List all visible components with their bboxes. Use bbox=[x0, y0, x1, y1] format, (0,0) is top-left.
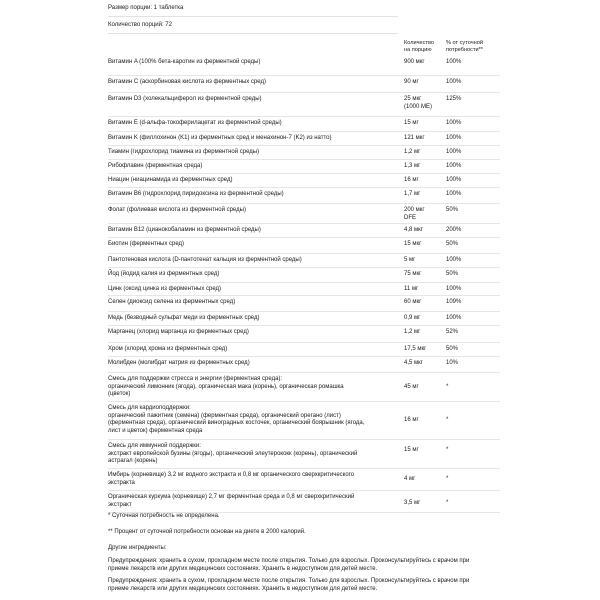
nutrient-amount: 121 мкг bbox=[404, 135, 425, 141]
nutrient-amount: 1,2 мг bbox=[404, 149, 421, 155]
nutrient-name: Хром (хлорид хрома из ферментных сред) bbox=[108, 346, 228, 352]
nutrient-amount: 4 мг bbox=[404, 476, 416, 482]
nutrient-name: Медь (безводный сульфат меди из ферментных сред) bbox=[108, 315, 260, 321]
nutrient-name: Витамин E (d-альфа-токоферилацетат из ферментной среды) bbox=[108, 120, 282, 126]
nutrient-amount: 11 мг bbox=[404, 286, 419, 292]
nutrient-name: Биотин (ферментных сред) bbox=[108, 241, 185, 247]
nutrient-amount: 5 мг bbox=[404, 257, 416, 263]
nutrient-name: Рибофлавин (ферментная среда) bbox=[108, 163, 203, 169]
table-row bbox=[108, 76, 500, 93]
nutrient-amount: 3,5 мг bbox=[404, 500, 421, 506]
nutrient-daily-value: * bbox=[446, 476, 449, 482]
table-row bbox=[108, 343, 500, 357]
nutrient-table bbox=[108, 56, 500, 513]
nutrient-daily-value: 100% bbox=[446, 286, 462, 292]
table-row bbox=[108, 283, 500, 296]
nutrient-daily-value: 100% bbox=[446, 177, 462, 183]
nutrient-daily-value: 100% bbox=[446, 149, 462, 155]
nutrient-name: Йод (йодид калия из ферментных сред) bbox=[108, 271, 220, 277]
nutrient-amount: 1,7 мг bbox=[404, 191, 421, 197]
amount-header-text: Количество на порцию bbox=[404, 40, 435, 53]
nutrient-daily-value: 50% bbox=[446, 346, 459, 352]
nutrient-amount: 45 мг bbox=[404, 384, 419, 390]
table-row bbox=[108, 56, 500, 76]
nutrient-name: Пантотеновая кислота (D-пантотенат кальция из ферментной среды) bbox=[108, 257, 302, 263]
nutrient-amount: 4,5 мкг bbox=[404, 360, 423, 366]
nutrient-amount: 15 мкг bbox=[404, 241, 422, 247]
table-row bbox=[108, 312, 500, 326]
table-row bbox=[108, 268, 500, 283]
nutrient-daily-value: 200% bbox=[446, 227, 462, 233]
nutrient-amount: 1,2 мг bbox=[404, 329, 421, 335]
table-row bbox=[108, 238, 500, 254]
nutrient-name: Витамин A (100% бета-каротин из ферментной среды) bbox=[108, 59, 261, 65]
table-row bbox=[108, 160, 500, 174]
nutrient-daily-value: * bbox=[446, 447, 449, 453]
nutrient-amount: 60 мкг bbox=[404, 299, 422, 305]
nutrient-daily-value: * bbox=[446, 384, 449, 390]
table-row bbox=[108, 402, 500, 440]
nutrient-name: Смесь для кардиоподдержки: органический пажитник (семена) (ферментная среда), органический орегано (лист) (ферментная среда), органический виноградных косточек, органический боярышник (ягода, лист и цветок) ферментная среда bbox=[108, 405, 365, 434]
daily-value-header-text: % от суточной потребности** bbox=[446, 40, 483, 53]
table-row bbox=[108, 117, 500, 132]
nutrient-amount: 900 мкг bbox=[404, 59, 425, 65]
table-row bbox=[108, 373, 500, 402]
nutrient-daily-value: 50% bbox=[446, 241, 459, 247]
nutrient-daily-value: 100% bbox=[446, 59, 462, 65]
nutrient-daily-value: 50% bbox=[446, 207, 459, 213]
nutrient-name: Витамин D3 (холекальциферол из ферментной среды) bbox=[108, 96, 262, 102]
nutrient-amount: 90 мг bbox=[404, 79, 419, 85]
warning-text: Предупреждения: хранить в сухом, прохладном месте после открытия. Только для взрослых. Проконсультируйтесь с врачом при приеме лекарств или других медицинских состояниях. Хранить в недоступном для детей месте. bbox=[108, 558, 470, 573]
nutrient-amount: 200 мкг DFE bbox=[404, 207, 425, 221]
nutrient-daily-value: 52% bbox=[446, 329, 459, 335]
nutrient-daily-value: * bbox=[446, 417, 449, 423]
nutrient-name: Цинк (оксид цинка из ферментных сред) bbox=[108, 286, 222, 292]
table-row bbox=[108, 204, 500, 224]
other-ingredients-label: Другие ингредиенты: bbox=[108, 545, 167, 551]
nutrient-daily-value: 10% bbox=[446, 360, 459, 366]
nutrient-amount: 75 мкг bbox=[404, 271, 422, 277]
nutrient-amount: 15 мг bbox=[404, 120, 419, 126]
nutrient-amount: 1,3 мг bbox=[404, 163, 421, 169]
table-row bbox=[108, 224, 500, 238]
table-row bbox=[108, 174, 500, 188]
nutrient-amount: 4,8 мкг bbox=[404, 227, 423, 233]
table-row bbox=[108, 188, 500, 204]
nutrient-daily-value: 125% bbox=[446, 96, 462, 102]
table-row bbox=[108, 440, 500, 469]
nutrient-name: Тиамин (гидрохлорид тиамина из ферментной среды) bbox=[108, 149, 260, 155]
table-row bbox=[108, 254, 500, 268]
amount-per-serving-header bbox=[404, 40, 446, 54]
nutrient-amount: 0,9 мг bbox=[404, 315, 421, 321]
nutrient-amount: 16 мг bbox=[404, 417, 419, 423]
nutrient-amount: 17,5 мкг bbox=[404, 346, 427, 352]
footnote-dv-basis: ** Процент от суточной потребности основан на диете в 2000 калорий. bbox=[108, 529, 306, 535]
nutrient-name: Смесь для иммунной поддержки: экстракт европейской бузины (ягоды), органический элеутерококк (корень), органический астрагал (корень) bbox=[108, 443, 358, 464]
nutrient-daily-value: * bbox=[446, 500, 449, 506]
nutrient-daily-value: 100% bbox=[446, 79, 462, 85]
nutrient-amount: 16 мг bbox=[404, 177, 419, 183]
daily-value-header bbox=[446, 40, 496, 54]
nutrient-daily-value: 50% bbox=[446, 271, 459, 277]
nutrient-amount: 15 мг bbox=[404, 447, 419, 453]
nutrient-daily-value: 100% bbox=[446, 135, 462, 141]
nutrient-name: Витамин B12 (цианокобаламин из ферментной среды) bbox=[108, 227, 261, 233]
nutrient-name: Витамин K (филлохинон (K1) из ферментных сред и менахинон-7 (K2) из натто) bbox=[108, 135, 332, 141]
table-row bbox=[108, 146, 500, 160]
servings-per-container: Количество порций: 72 bbox=[108, 22, 398, 34]
nutrient-name: Ниацин (ниацинамида из ферментных сред) bbox=[108, 177, 233, 183]
table-row bbox=[108, 491, 500, 513]
nutrient-name: Марганец (хлорид марганца из ферментных сред) bbox=[108, 329, 249, 335]
nutrient-daily-value: 109% bbox=[446, 299, 462, 305]
table-row bbox=[108, 93, 500, 117]
table-row bbox=[108, 296, 500, 312]
nutrient-daily-value: 100% bbox=[446, 315, 462, 321]
nutrient-name: Смесь для поддержки стресса и энергии (ферментная среда): органический лимонник (ягода), органическая мака (корень), органическая ромашка (цветок) bbox=[108, 376, 344, 397]
nutrient-daily-value: 100% bbox=[446, 191, 462, 197]
table-row bbox=[108, 469, 500, 491]
footnote-not-established: * Суточная потребность не определена. bbox=[108, 513, 220, 519]
nutrient-name: Фолат (фолиевая кислота из ферментной среды) bbox=[108, 207, 246, 213]
nutrient-daily-value: 100% bbox=[446, 120, 462, 126]
nutrient-amount: 25 мкг (1000 МЕ) bbox=[404, 96, 433, 110]
serving-size: Размер порции: 1 таблетка bbox=[108, 5, 398, 17]
nutrient-name: Органическая куркума (корневище) 2,7 мг ферментная среда и 0,8 мг сверхкритический экстракт bbox=[108, 494, 355, 508]
nutrient-name: Витамин C (аскорбиновая кислота из ферментных сред) bbox=[108, 79, 267, 85]
table-row bbox=[108, 357, 500, 373]
warning-text: Предупреждения: хранить в сухом, прохладном месте после открытия. Только для взрослых. Проконсультируйтесь с врачом при приеме лекарств или других медицинских состояниях. Хранить в недоступном для детей месте. bbox=[108, 578, 470, 593]
nutrient-daily-value: 100% bbox=[446, 257, 462, 263]
nutrient-name: Имбирь (корневище) 3,2 мг водного экстракта и 0,8 мг органического сверхкритического экстракта bbox=[108, 472, 355, 486]
table-row bbox=[108, 326, 500, 343]
nutrient-name: Селен (диоксид селена из ферментных сред) bbox=[108, 299, 236, 305]
table-row bbox=[108, 132, 500, 146]
nutrient-daily-value: 100% bbox=[446, 163, 462, 169]
nutrient-name: Молибден (молибдат натрия из ферментных сред) bbox=[108, 360, 250, 366]
nutrient-name: Витамин B6 (гидрохлорид пиридоксина из ферментной среды) bbox=[108, 191, 284, 197]
